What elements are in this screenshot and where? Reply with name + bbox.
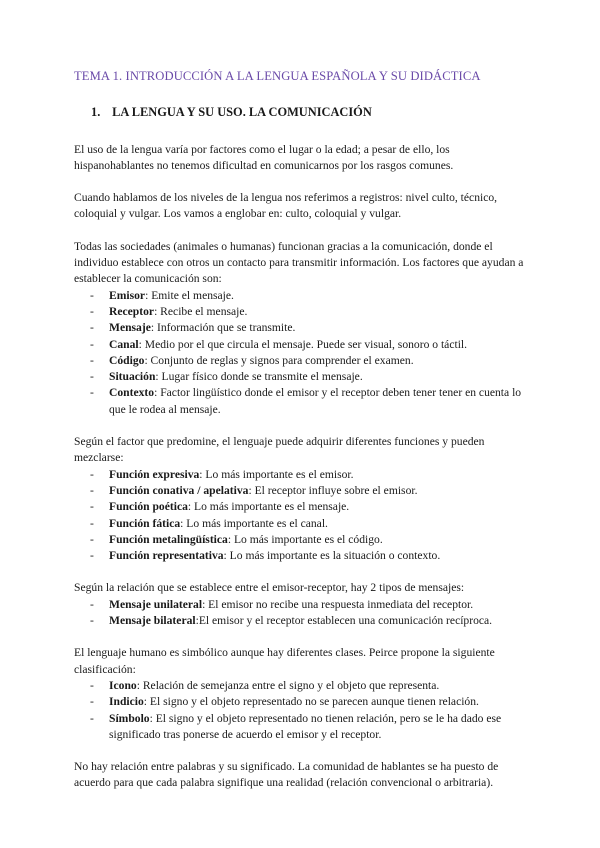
message-item-term: Mensaje bilateral <box>109 614 196 628</box>
sign-item-term: Icono <box>109 678 137 692</box>
function-item-description: : Lo más importante es la situación o contexto. <box>223 549 441 563</box>
function-item <box>74 516 530 532</box>
function-item-term: Función metalingüística <box>109 532 228 546</box>
factor-item <box>74 337 530 353</box>
function-item-term: Función expresiva <box>109 467 200 481</box>
paragraph-communication: Todas las sociedades (animales o humanas) funcionan gracias a la comunicación, donde el individuo establece con otros un contacto para transmitir información. Los factores que ayudan a establecer la comunicación son: <box>74 239 524 286</box>
message-item-description: : El emisor no recibe una respuesta inmediata del receptor. <box>202 597 474 611</box>
factor-item-term: Emisor <box>109 288 146 302</box>
factor-item-term: Contexto <box>109 386 155 400</box>
sign-item-term: Símbolo <box>109 711 150 725</box>
function-item-description: : Lo más importante es el mensaje. <box>187 500 350 514</box>
section-heading-text: LA LENGUA Y SU USO. LA COMUNICACIÓN <box>112 105 372 120</box>
factor-item-term: Canal <box>109 337 139 351</box>
function-item <box>74 499 530 515</box>
document-title: TEMA 1. INTRODUCCIÓN A LA LENGUA ESPAÑOLA Y SU DIDÁCTICA <box>74 69 481 83</box>
functions-list <box>74 467 530 565</box>
function-item-description: : Lo más importante es el emisor. <box>199 467 354 481</box>
factor-item-term: Mensaje <box>109 321 151 335</box>
function-item <box>74 532 530 548</box>
factor-item <box>74 304 530 320</box>
factor-item-term: Situación <box>109 370 156 384</box>
section-number: 1. <box>91 105 101 120</box>
factor-item-term: Receptor <box>109 304 155 318</box>
message-item <box>74 613 530 629</box>
sign-item-description: : Relación de semejanza entre el signo y el objeto que representa. <box>136 678 440 692</box>
function-item-description: : Lo más importante es el canal. <box>180 516 328 530</box>
function-item-term: Función representativa <box>109 549 224 563</box>
function-item-description: : El receptor influye sobre el emisor. <box>248 483 418 497</box>
factor-item-term: Código <box>109 353 145 367</box>
factor-item-description: : Información que se transmite. <box>150 321 296 335</box>
section-heading <box>91 104 530 120</box>
factor-item <box>74 385 530 418</box>
factor-item-description: : Emite el mensaje. <box>145 288 234 302</box>
function-item-term: Función poética <box>109 500 188 514</box>
sign-item <box>74 694 530 710</box>
paragraph-signs-intro: El lenguaje humano es simbólico aunque hay diferentes clases. Peirce propone la siguiente clasificación: <box>74 646 495 676</box>
paragraph-language-use: El uso de la lengua varía por factores como el lugar o la edad; a pesar de ello, los hispanohablantes no tenemos dificultad en comunicarnos por los rasgos comunes. <box>74 142 454 172</box>
messages-list <box>74 597 530 630</box>
sign-item-description: : El signo y el objeto representado no tienen relación, pero se le ha dado ese significado tras ponerse de acuerdo el emisor y el receptor. <box>109 711 502 741</box>
factor-item-description: : Factor lingüístico donde el emisor y el receptor deben tener tener en cuenta lo que le rodea al mensaje. <box>109 386 522 416</box>
sign-item <box>74 711 530 744</box>
factor-item <box>74 288 530 304</box>
paragraph-messages-intro: Según la relación que se establece entre el emisor-receptor, hay 2 tipos de mensajes: <box>74 581 465 595</box>
factor-item-description: : Conjunto de reglas y signos para comprender el examen. <box>144 353 414 367</box>
sign-item <box>74 678 530 694</box>
sign-item-description: : El signo y el objeto representado no se parecen aunque tienen relación. <box>143 695 479 709</box>
function-item <box>74 483 530 499</box>
paragraph-functions-intro: Según el factor que predomine, el lenguaje puede adquirir diferentes funciones y pueden mezclarse: <box>74 435 485 465</box>
function-item <box>74 548 530 564</box>
message-item-term: Mensaje unilateral <box>109 597 203 611</box>
function-item-description: : Lo más importante es el código. <box>227 532 383 546</box>
paragraph-language-levels: Cuando hablamos de los niveles de la lengua nos referimos a registros: nivel culto, técnico, coloquial y vulgar. Los vamos a englobar en: culto, coloquial y vulgar. <box>74 191 498 221</box>
function-item <box>74 467 530 483</box>
message-item-description: :El emisor y el receptor establecen una comunicación recíproca. <box>195 614 493 628</box>
message-item <box>74 597 530 613</box>
factor-item-description: : Recibe el mensaje. <box>154 304 248 318</box>
function-item-term: Función fática <box>109 516 181 530</box>
factor-item <box>74 353 530 369</box>
factor-item-description: : Medio por el que circula el mensaje. Puede ser visual, sonoro o táctil. <box>138 337 468 351</box>
sign-item-term: Indicio <box>109 695 144 709</box>
signs-list <box>74 678 530 743</box>
function-item-term: Función conativa / apelativa <box>109 483 249 497</box>
factor-item-description: : Lugar físico donde se transmite el mensaje. <box>155 370 363 384</box>
factor-item <box>74 369 530 385</box>
factor-item <box>74 320 530 336</box>
factors-list <box>74 288 530 418</box>
paragraph-arbitrariness: No hay relación entre palabras y su significado. La comunidad de hablantes se ha puesto de acuerdo para que cada palabra signifique una realidad (relación convencional o arbitraria). <box>74 760 499 790</box>
